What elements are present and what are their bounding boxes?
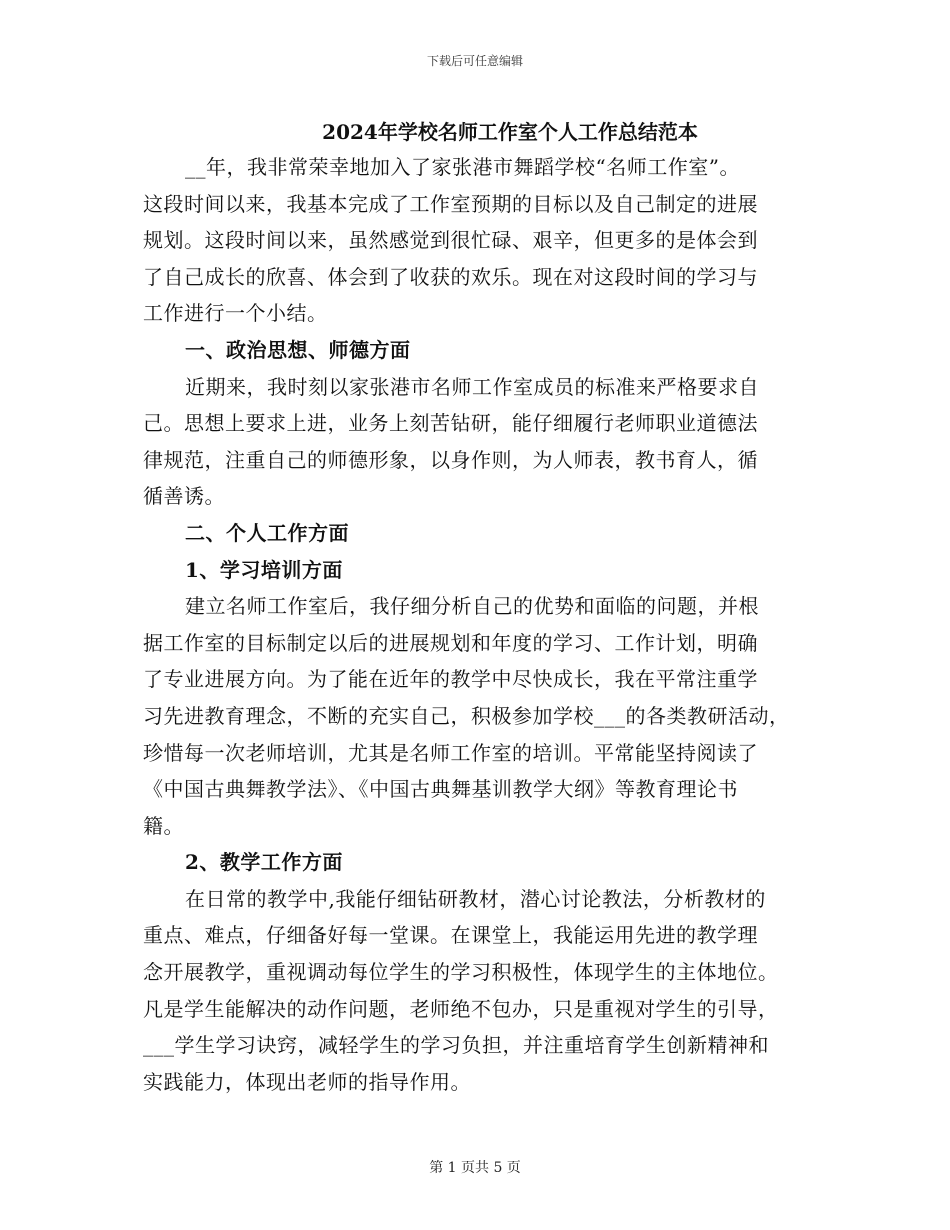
text-line-14: 据工作室的目标制定以后的进展规划和年度的学习、工作计划，明确 xyxy=(143,630,758,655)
text-line-21: 在日常的教学中,我能仔细钻研教材，潜心讨论教法，分析教材的 xyxy=(185,886,766,911)
text-line-11: 二、个人工作方面 xyxy=(185,520,349,545)
text-line-3: 规划。这段时间以来，虽然感觉到很忙碌、艰辛，但更多的是体会到 xyxy=(143,228,758,253)
text-line-16: 习先进教育理念，不断的充实自己，积极参加学校___的各类教研活动， xyxy=(143,703,790,728)
text-line-5: 工作进行一个小结。 xyxy=(143,301,328,326)
page-footer: 第 1 页共 5 页 xyxy=(429,1160,521,1176)
text-line-26: 实践能力，体现出老师的指导作用。 xyxy=(143,1069,471,1094)
text-line-6: 一、政治思想、师德方面 xyxy=(185,337,411,362)
page-header: 下载后可任意编辑 xyxy=(426,54,523,68)
text-line-18: 《中国古典舞教学法》、《中国古典舞基训教学大纲》等教育理论书 xyxy=(143,777,738,802)
text-line-15: 了专业进展方向。为了能在近年的教学中尽快成长，我在平常注重学 xyxy=(143,667,758,692)
text-line-12: 1、学习培训方面 xyxy=(185,557,343,582)
text-line-1: __年，我非常荣幸地加入了家张港市舞蹈学校“名师工作室”。 xyxy=(185,155,740,179)
text-line-10: 循善诱。 xyxy=(143,484,225,509)
text-line-25: ___学生学习诀窍，减轻学生的学习负担，并注重培育学生创新精神和 xyxy=(143,1033,769,1058)
text-line-24: 凡是学生能解决的动作问题，老师绝不包办，只是重视对学生的引导， xyxy=(143,996,779,1021)
text-line-8: 己。思想上要求上进，业务上刻苦钻研，能仔细履行老师职业道德法 xyxy=(143,411,758,436)
document-body xyxy=(143,149,808,1100)
text-line-4: 了自己成长的欣喜、体会到了收获的欢乐。现在对这段时间的学习与 xyxy=(143,264,758,289)
text-line-23: 念开展教学，重视调动每位学生的学习积极性，体现学生的主体地位。 xyxy=(143,960,779,985)
text-line-13: 建立名师工作室后，我仔细分析自己的优势和面临的问题，并根 xyxy=(185,594,759,619)
text-line-9: 律规范，注重自己的师德形象，以身作则，为人师表，教书育人，循 xyxy=(143,447,758,472)
text-line-22: 重点、难点，仔细备好每一堂课。在课堂上，我能运用先进的教学理 xyxy=(143,923,758,948)
text-line-7: 近期来，我时刻以家张港市名师工作室成员的标准来严格要求自 xyxy=(185,374,759,399)
text-line-17: 珍惜每一次老师培训，尤其是名师工作室的培训。平常能坚持阅读了 xyxy=(143,740,758,765)
text-line-20: 2、教学工作方面 xyxy=(185,850,343,875)
text-line-19: 籍。 xyxy=(143,813,184,838)
document-title: 2024年学校名师工作室个人工作总结范本 xyxy=(322,120,698,144)
text-line-2: 这段时间以来，我基本完成了工作室预期的目标以及自己制定的进展 xyxy=(143,191,758,216)
